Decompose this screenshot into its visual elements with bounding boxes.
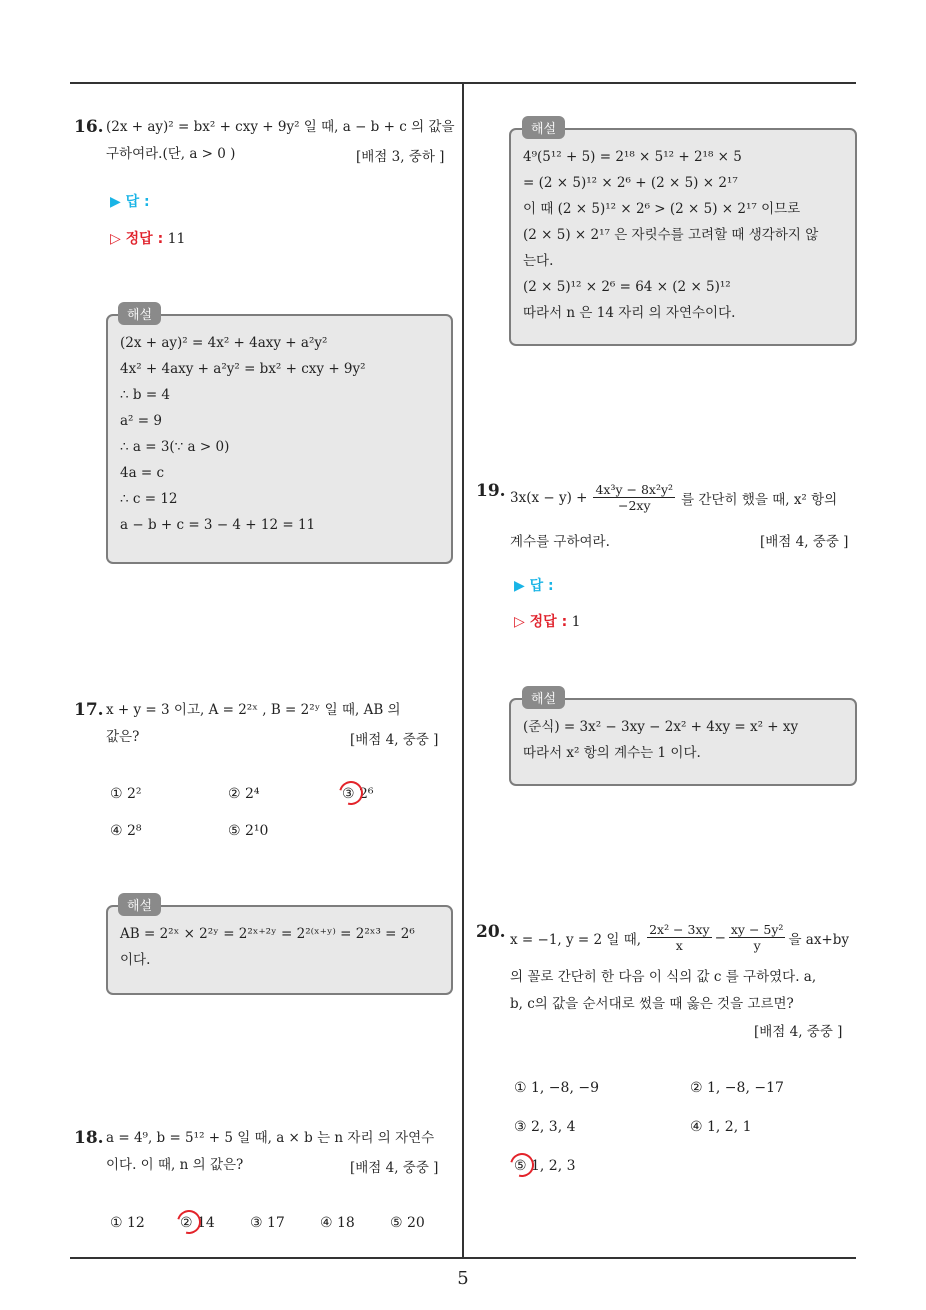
question-19-correct	[514, 611, 581, 631]
question-19-fraction	[593, 482, 675, 513]
question-17-option-1[interactable]: ① 2²	[110, 786, 142, 802]
solution-line: 이 때 (2 × 5)¹² × 2⁶ > (2 × 5) × 2¹⁷ 이므로	[523, 201, 801, 217]
question-17-option-3[interactable]: ③ 2⁶	[342, 786, 374, 802]
question-20-expression-end: 을 ax+by	[788, 931, 850, 948]
question-17-explanation-tag: 해설	[118, 893, 161, 916]
question-18-number: 18.	[74, 1128, 104, 1148]
question-20-fraction-2	[729, 922, 786, 953]
solution-line: ∴ a = 3(∵ a > 0)	[120, 439, 230, 455]
question-18-line1: a = 4⁹, b = 5¹² + 5 일 때, a × b 는 n 자리 의 자연수	[106, 1130, 435, 1146]
question-20-score: [배점 4, 중중 ]	[754, 1024, 843, 1040]
correct-value: 1	[571, 614, 581, 630]
question-20-selected-mark	[506, 1149, 539, 1182]
solution-line: a² = 9	[120, 413, 162, 429]
fraction-numerator: 2x² − 3xy	[649, 922, 710, 937]
question-16-solution-box	[106, 314, 453, 564]
solution-line: ∴ c = 12	[120, 491, 178, 507]
question-20-number: 20.	[476, 922, 506, 942]
question-19-number: 19.	[476, 481, 506, 501]
question-16-answer-label: ▶ 답 :	[110, 194, 150, 210]
question-16-solution-lines	[120, 330, 366, 538]
question-17-option-5[interactable]: ⑤ 2¹0	[228, 823, 269, 839]
question-19-solution-lines	[523, 714, 798, 766]
question-18-option-5[interactable]: ⑤ 20	[390, 1215, 425, 1231]
question-20-line2: 의 꼴로 간단히 한 다음 이 식의 값 c 를 구하였다. a,	[510, 969, 817, 985]
question-16-correct	[110, 228, 185, 248]
question-17-option-2[interactable]: ② 2⁴	[228, 786, 260, 802]
question-17-solution-lines	[120, 921, 415, 973]
question-18-line2: 이다. 이 때, n 의 값은?	[106, 1157, 244, 1173]
fraction-denominator: x	[675, 938, 683, 953]
question-18-score: [배점 4, 중중 ]	[350, 1160, 439, 1176]
question-18-solution-box	[509, 128, 857, 346]
question-20-option-2[interactable]: ② 1, −8, −17	[690, 1080, 784, 1096]
column-divider	[462, 82, 464, 1258]
minus-sign: −	[714, 929, 726, 946]
solution-line: 는다.	[523, 253, 554, 269]
question-20-line1	[510, 922, 849, 953]
solution-line: 이다.	[120, 952, 151, 968]
question-18-solution-lines	[523, 144, 818, 326]
question-16-line2: 구하여라.(단, a > 0 )	[106, 146, 236, 162]
solution-line: a − b + c = 3 − 4 + 12 = 11	[120, 517, 316, 533]
question-18-explanation-tag: 해설	[522, 116, 565, 139]
solution-line: 4⁹(5¹² + 5) = 2¹⁸ × 5¹² + 2¹⁸ × 5	[523, 149, 742, 165]
bottom-rule	[70, 1257, 856, 1259]
question-20-fraction-1	[647, 922, 712, 953]
solution-line: 따라서 n 은 14 자리 의 자연수이다.	[523, 305, 736, 321]
question-19-line1	[510, 482, 837, 513]
question-17-score: [배점 4, 중중 ]	[350, 732, 439, 748]
question-19-explanation-tag: 해설	[522, 686, 565, 709]
solution-line: 4x² + 4axy + a²y² = bx² + cxy + 9y²	[120, 361, 366, 377]
fraction-numerator: xy − 5y²	[730, 922, 784, 937]
question-17-number: 17.	[74, 700, 104, 720]
question-18-option-1[interactable]: ① 12	[110, 1215, 145, 1231]
question-18-selected-mark	[173, 1206, 206, 1239]
question-20-option-5[interactable]: ⑤ 1, 2, 3	[514, 1158, 576, 1174]
solution-line: (2x + ay)² = 4x² + 4axy + a²y²	[120, 335, 328, 351]
question-20-line3: b, c의 값을 순서대로 썼을 때 옳은 것을 고르면?	[510, 996, 794, 1012]
correct-label: ▷ 정답 :	[110, 231, 164, 247]
question-19-answer-label: ▶ 답 :	[514, 578, 554, 594]
question-19-expression-end: 를 간단히 했을 때, x² 항의	[681, 491, 838, 508]
question-19-line2: 계수를 구하여라.	[510, 534, 610, 550]
question-16-explanation-tag: 해설	[118, 302, 161, 325]
question-17-line1: x + y = 3 이고, A = 2²ˣ , B = 2²ʸ 일 때, AB 의	[106, 702, 401, 718]
fraction-denominator: −2xy	[618, 498, 651, 513]
solution-line: ∴ b = 4	[120, 387, 171, 403]
question-17-option-4[interactable]: ④ 2⁸	[110, 823, 142, 839]
question-17-solution-box	[106, 905, 453, 995]
solution-line: 따라서 x² 항의 계수는 1 이다.	[523, 745, 701, 761]
question-20-option-1[interactable]: ① 1, −8, −9	[514, 1080, 599, 1096]
solution-line: (2 × 5)¹² × 2⁶ = 64 × (2 × 5)¹²	[523, 279, 731, 295]
question-20-option-3[interactable]: ③ 2, 3, 4	[514, 1119, 576, 1135]
question-16-score: [배점 3, 중하 ]	[356, 149, 445, 165]
solution-line: AB = 2²ˣ × 2²ʸ = 2²ˣ⁺²ʸ = 2²⁽ˣ⁺ʸ⁾ = 2²ˣ³ = 2⁶	[120, 926, 415, 942]
fraction-numerator: 4x³y − 8x²y²	[595, 482, 674, 497]
question-20-text	[510, 964, 860, 1018]
solution-line: = (2 × 5)¹² × 2⁶ + (2 × 5) × 2¹⁷	[523, 175, 738, 191]
question-18-option-3[interactable]: ③ 17	[250, 1215, 285, 1231]
question-16-line1: (2x + ay)² = bx² + cxy + 9y² 일 때, a − b + c 의 값을	[106, 119, 455, 135]
question-19-expression-start: 3x(x − y) +	[510, 489, 588, 506]
question-17-selected-mark	[335, 777, 368, 810]
question-18-option-4[interactable]: ④ 18	[320, 1215, 355, 1231]
solution-line: (2 × 5) × 2¹⁷ 은 자릿수를 고려할 때 생각하지 않	[523, 227, 819, 243]
question-19-score: [배점 4, 중중 ]	[760, 534, 849, 550]
question-18-option-2[interactable]: ② 14	[180, 1215, 215, 1231]
question-16-number: 16.	[74, 117, 104, 137]
fraction-denominator: y	[753, 938, 761, 953]
solution-line: 4a = c	[120, 465, 165, 481]
question-17-line2: 값은?	[106, 729, 140, 745]
correct-value: 11	[167, 231, 186, 247]
page-number: 5	[457, 1268, 469, 1289]
question-19-solution-box	[509, 698, 857, 786]
correct-label: ▷ 정답 :	[514, 614, 568, 630]
question-20-option-4[interactable]: ④ 1, 2, 1	[690, 1119, 752, 1135]
solution-line: (준식) = 3x² − 3xy − 2x² + 4xy = x² + xy	[523, 719, 799, 735]
question-20-expression-start: x = −1, y = 2 일 때,	[510, 931, 642, 948]
